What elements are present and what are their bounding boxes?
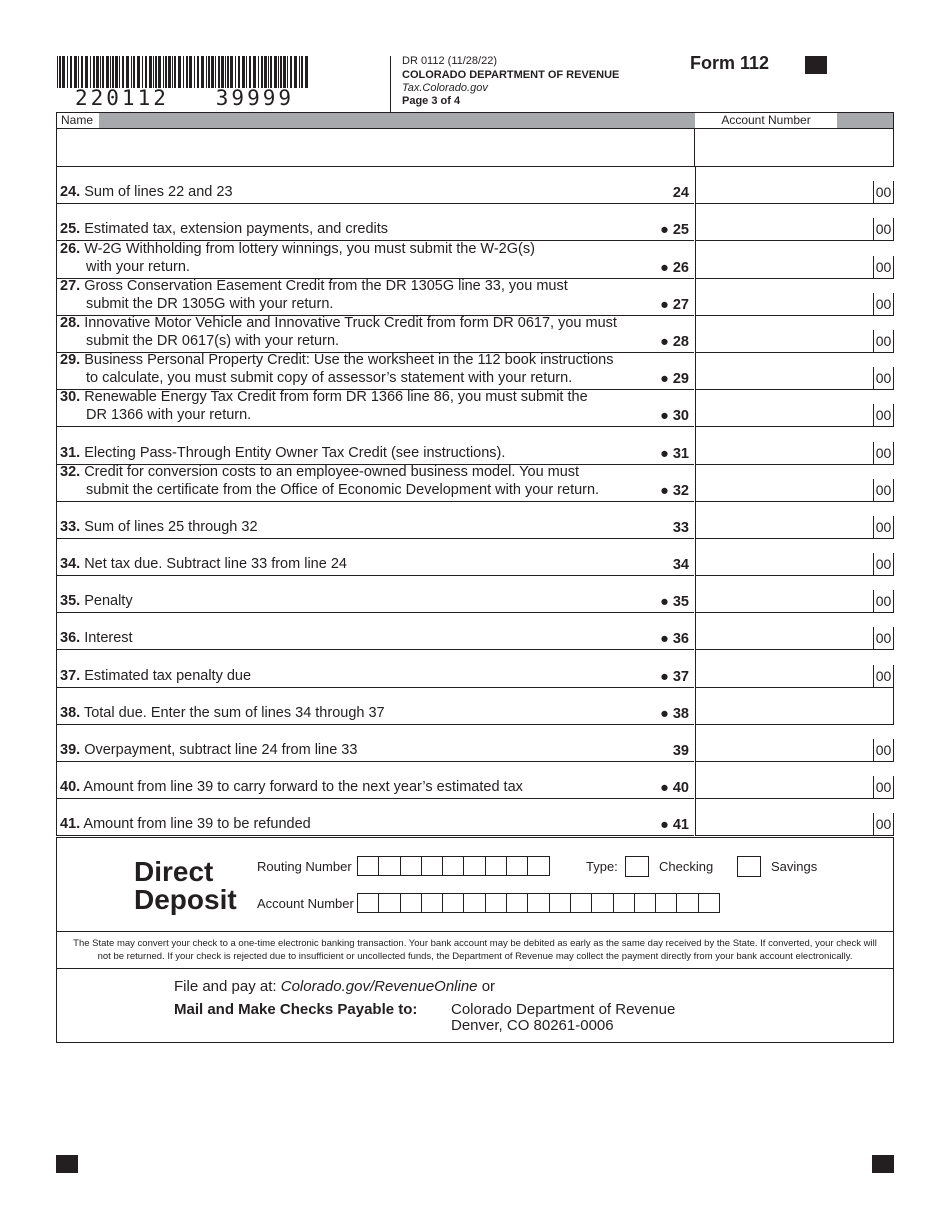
barcode-bar [115, 56, 118, 88]
line-amount-input[interactable] [695, 762, 894, 799]
barcode-bar [290, 56, 292, 88]
barcode-bar [100, 56, 101, 88]
barcode-bar [249, 56, 251, 88]
digit-box[interactable] [634, 893, 656, 913]
digit-box[interactable] [400, 893, 422, 913]
cents-field: 00 [873, 404, 894, 426]
digit-box[interactable] [442, 893, 464, 913]
cents-field: 00 [873, 293, 894, 315]
savings-label: Savings [771, 859, 818, 874]
barcode-bar [278, 56, 279, 88]
line-amount-input[interactable] [695, 316, 894, 353]
barcode-bar [119, 56, 120, 88]
digit-box[interactable] [591, 893, 613, 913]
line-row [56, 650, 894, 687]
barcode-bar [172, 56, 173, 88]
barcode-bar [264, 56, 267, 88]
barcode-bar [274, 56, 277, 88]
line-row [56, 539, 894, 576]
name-input[interactable] [56, 129, 695, 167]
deposit-account-number-label: Account Number [257, 896, 354, 911]
form-title: Form 112 [690, 53, 770, 73]
digit-box[interactable] [357, 893, 379, 913]
barcode-bar [186, 56, 188, 88]
digit-box[interactable] [676, 893, 698, 913]
digit-box[interactable] [463, 856, 485, 876]
barcode-bar [305, 56, 308, 88]
line-row [56, 390, 894, 427]
barcode-bar [178, 56, 181, 88]
barcode-bar [59, 56, 61, 88]
line-row [56, 799, 894, 836]
line-amount-input[interactable] [695, 279, 894, 316]
line-number: ● 35 [660, 594, 689, 611]
page-number: Page 3 of 4 [402, 95, 461, 107]
line-description: 33. Sum of lines 25 through 32 [60, 518, 258, 535]
line-row [56, 613, 894, 650]
line-number: ● 29 [660, 371, 689, 388]
cents-field: 00 [873, 516, 894, 538]
barcode-bar [122, 56, 124, 88]
barcode-bar [142, 56, 143, 88]
account-number-input[interactable] [694, 129, 894, 167]
cents-field: 00 [873, 256, 894, 278]
barcode-bar [67, 56, 68, 88]
barcode-bar [62, 56, 65, 88]
barcode-bar [112, 56, 114, 88]
line-number: ● 32 [660, 482, 689, 499]
barcode-bar [283, 56, 286, 88]
barcode-bar [131, 56, 132, 88]
checking-checkbox[interactable] [625, 856, 649, 877]
cents-field: 00 [873, 479, 894, 501]
line-row [56, 427, 894, 464]
line-description: 36. Interest [60, 630, 133, 647]
digit-box[interactable] [421, 893, 443, 913]
routing-number-input[interactable] [357, 856, 549, 876]
website: Tax.Colorado.gov [402, 82, 488, 94]
line-description: 27. Gross Conservation Easement Credit from the DR 1305G line 33, you must submit the DR 1305G with your return. [60, 277, 568, 312]
direct-deposit-title: Direct Deposit [134, 856, 237, 915]
line-row [56, 502, 894, 539]
line-row [56, 688, 894, 725]
line-amount-input[interactable] [695, 465, 894, 502]
digit-box[interactable] [378, 856, 400, 876]
routing-number-label: Routing Number [257, 859, 352, 874]
barcode-bar [133, 56, 135, 88]
line-row [56, 167, 894, 204]
digit-box[interactable] [698, 893, 720, 913]
barcode-bar [81, 56, 83, 88]
barcode-bar [227, 56, 229, 88]
barcode-bar [93, 56, 95, 88]
line-description: 24. Sum of lines 22 and 23 [60, 184, 233, 201]
checking-label: Checking [659, 859, 714, 874]
digit-box[interactable] [485, 856, 507, 876]
line-row [56, 465, 894, 502]
barcode-bar [96, 56, 99, 88]
line-number: ● 28 [660, 333, 689, 350]
line-number: ● 31 [660, 445, 689, 462]
line-number: ● 40 [660, 780, 689, 797]
barcode-bar [238, 56, 240, 88]
registration-mark [872, 1155, 894, 1173]
digit-box[interactable] [506, 893, 528, 913]
line-amount-input[interactable] [695, 204, 894, 241]
line-number: ● 26 [660, 259, 689, 276]
line-row [56, 576, 894, 613]
digit-box[interactable] [378, 893, 400, 913]
account-number-label: Account Number [695, 113, 837, 128]
line-number: ● 38 [660, 705, 689, 722]
digit-box[interactable] [442, 856, 464, 876]
line-amount-input[interactable] [695, 427, 894, 464]
digit-box[interactable] [463, 893, 485, 913]
line-amount-input[interactable] [695, 539, 894, 576]
barcode-bar [165, 56, 167, 88]
line-number: 39 [672, 743, 689, 759]
line-amount-input[interactable] [695, 613, 894, 650]
line-description: 25. Estimated tax, extension payments, and credits [60, 221, 389, 238]
barcode-bar [85, 56, 88, 88]
line-description: 41. Amount from line 39 to be refunded [60, 816, 311, 833]
line-description: 34. Net tax due. Subtract line 33 from line 24 [60, 556, 347, 573]
barcode-bar [194, 56, 195, 88]
cents-field: 00 [873, 590, 894, 612]
department-name: COLORADO DEPARTMENT OF REVENUE [402, 69, 620, 81]
barcode-bar [261, 56, 263, 88]
name-label: Name [57, 113, 99, 128]
barcode-bar [208, 56, 210, 88]
barcode-bar [221, 56, 224, 88]
barcode [57, 56, 309, 88]
barcode-bar [268, 56, 269, 88]
line-amount-input[interactable] [695, 725, 894, 762]
barcode-number: 220112 39999 [75, 86, 295, 110]
cents-field: 00 [873, 665, 894, 687]
digit-box[interactable] [506, 856, 528, 876]
barcode-bar [106, 56, 109, 88]
digit-box[interactable] [549, 893, 571, 913]
line-row [56, 725, 894, 762]
account-type-label: Type: [586, 859, 618, 874]
digit-box[interactable] [421, 856, 443, 876]
barcode-bar [206, 56, 207, 88]
cents-field: 00 [873, 442, 894, 464]
digit-box[interactable] [527, 856, 549, 876]
line-description: 28. Innovative Motor Vehicle and Innovative Truck Credit from form DR 0617, you must submit the DR 0617(s) with your return. [60, 314, 617, 349]
line-row [56, 762, 894, 799]
line-description: 38. Total due. Enter the sum of lines 34 through 37 [60, 704, 385, 721]
divider [56, 968, 894, 969]
digit-box[interactable] [357, 856, 379, 876]
line-description: 39. Overpayment, subtract line 24 from line 33 [60, 742, 358, 758]
line-row [56, 353, 894, 390]
barcode-bar [299, 56, 300, 88]
cents-field: 00 [873, 627, 894, 649]
barcode-bar [280, 56, 282, 88]
barcode-bar [235, 56, 236, 88]
line-row [56, 204, 894, 241]
line-number: ● 27 [660, 296, 689, 313]
digit-box[interactable] [527, 893, 549, 913]
cents-field: 00 [873, 330, 894, 352]
barcode-bar [270, 56, 272, 88]
line-description: 26. W-2G Withholding from lottery winnings, you must submit the W-2G(s) with your return. [60, 240, 535, 275]
file-and-pay-text: File and pay at: Colorado.gov/RevenueOnline or [174, 978, 496, 995]
line-description: 30. Renewable Energy Tax Credit from form DR 1366 line 86, you must submit the DR 1366 with your return. [60, 389, 588, 424]
cents-field: 00 [873, 367, 894, 389]
line-amount-input[interactable] [695, 650, 894, 687]
barcode-bar [155, 56, 157, 88]
divider [56, 931, 894, 932]
line-number: ● 37 [660, 668, 689, 685]
barcode-bar [189, 56, 192, 88]
barcode-bar [183, 56, 184, 88]
line-number: ● 36 [660, 631, 689, 648]
cents-field: 00 [873, 218, 894, 240]
barcode-bar [74, 56, 77, 88]
barcode-bar [163, 56, 164, 88]
savings-checkbox[interactable] [737, 856, 761, 877]
line-amount-input[interactable] [695, 241, 894, 278]
barcode-bar [225, 56, 226, 88]
line-description: 37. Estimated tax penalty due [60, 667, 252, 684]
barcode-bar [287, 56, 288, 88]
barcode-bar [153, 56, 154, 88]
barcode-bar [168, 56, 171, 88]
mail-address-line1: Colorado Department of Revenue [451, 1001, 676, 1018]
deposit-account-number-input[interactable] [357, 893, 719, 913]
barcode-bar [230, 56, 233, 88]
line-description: 31. Electing Pass-Through Entity Owner Tax Credit (see instructions). [60, 444, 506, 461]
barcode-bar [158, 56, 161, 88]
barcode-bar [126, 56, 129, 88]
digit-box[interactable] [485, 893, 507, 913]
line-number: ● 30 [660, 408, 689, 425]
line-number: 33 [672, 519, 689, 536]
barcode-bar [201, 56, 204, 88]
barcode-bar [102, 56, 104, 88]
barcode-bar [242, 56, 245, 88]
line-row [56, 241, 894, 278]
barcode-bar [197, 56, 199, 88]
cents-field: 00 [873, 776, 894, 798]
barcode-bar [70, 56, 72, 88]
line-amount-input[interactable] [695, 688, 894, 725]
barcode-bar [211, 56, 214, 88]
line-amount-input[interactable] [695, 390, 894, 427]
registration-mark [56, 1155, 78, 1173]
barcode-bar [301, 56, 303, 88]
barcode-bar [246, 56, 247, 88]
mail-label: Mail and Make Checks Payable to: [174, 1001, 418, 1018]
line-number: ● 25 [660, 222, 689, 239]
line-description: 32. Credit for conversion costs to an employee-owned business model. You must submit the certificate from the Office of Economic Development with your return. [60, 463, 600, 498]
line-amount-input[interactable] [695, 576, 894, 613]
barcode-bar [253, 56, 256, 88]
line-description: 29. Business Personal Property Credit: Use the worksheet in the 112 book instructions to calculate, you must submit copy of assessor’s statement with your return. [60, 352, 614, 387]
line-row [56, 279, 894, 316]
barcode-bar [110, 56, 111, 88]
barcode-bar [294, 56, 297, 88]
line-description: 35. Penalty [60, 593, 133, 610]
barcode-bar [145, 56, 147, 88]
barcode-bar [90, 56, 91, 88]
barcode-bar [149, 56, 152, 88]
mail-address-line2: Denver, CO 80261-0006 [451, 1017, 614, 1034]
line-number: ● 41 [660, 817, 689, 834]
barcode-bar [78, 56, 79, 88]
revenue-online-link[interactable]: Colorado.gov/RevenueOnline [280, 978, 478, 995]
line-number: 24 [672, 185, 689, 202]
header-divider [390, 56, 391, 112]
barcode-bar [218, 56, 220, 88]
line-amount-input[interactable] [695, 167, 894, 204]
barcode-bar [137, 56, 140, 88]
digit-box[interactable] [400, 856, 422, 876]
cents-field: 00 [873, 181, 894, 203]
line-amount-input[interactable] [695, 502, 894, 539]
cents-field: 00 [873, 813, 894, 835]
digit-box[interactable] [655, 893, 677, 913]
barcode-bar [258, 56, 259, 88]
digit-box[interactable] [613, 893, 635, 913]
barcode-bar [57, 56, 58, 88]
cents-field: 00 [873, 553, 894, 575]
line-description: 40. Amount from line 39 to carry forward to the next year’s estimated tax [60, 779, 523, 796]
line-amount-input[interactable] [695, 799, 894, 836]
form-id: DR 0112 (11/28/22) [402, 55, 497, 67]
line-row [56, 316, 894, 353]
tax-lines [56, 167, 894, 836]
barcode-bar [215, 56, 216, 88]
line-amount-input[interactable] [695, 353, 894, 390]
digit-box[interactable] [570, 893, 592, 913]
barcode-bar [174, 56, 176, 88]
registration-mark [805, 56, 827, 74]
electronic-check-notice: The State may convert your check to a one-time electronic banking transaction. Your bank account may be debited as early as the same day received by the State. If converted, your check will not be returned. If your check is rejected due to insufficient or uncollected funds, the Department of Revenue may collect the payment directly from your bank account electronically. [73, 938, 877, 962]
line-number: 34 [672, 557, 689, 574]
cents-field: 00 [873, 739, 894, 761]
